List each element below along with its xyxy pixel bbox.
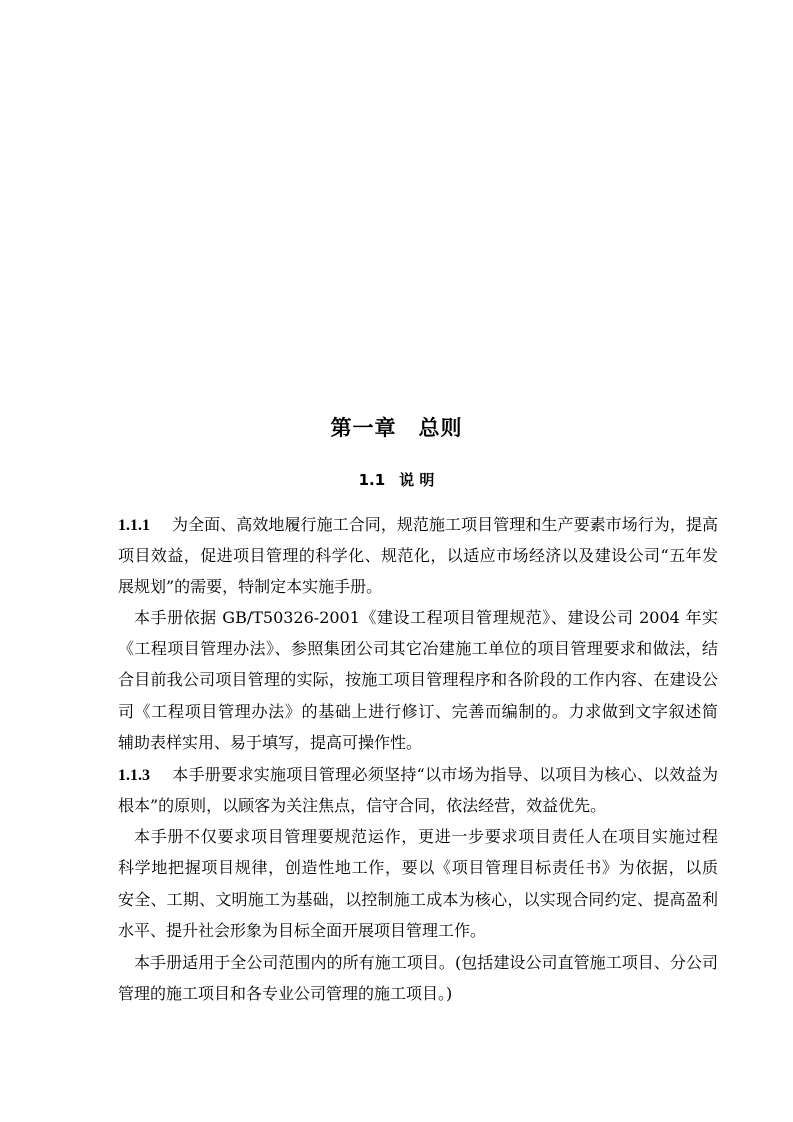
section-title: 说 明 [399, 471, 435, 489]
clause-number: 1.1.3 [118, 767, 150, 784]
paragraph-line: 1.1.1 为全面、高效地履行施工合同，规范施工项目管理和生产要素市场行为，提高 [118, 515, 718, 534]
paragraph-line: 本手册适用于全公司范围内的所有施工项目。(包括建设公司直管施工项目、分公司 [134, 953, 718, 972]
paragraph-line: 根本”的原则，以顾客为关注焦点，信守合同，依法经营，效益优先。 [118, 796, 607, 815]
paragraph-line: 《工程项目管理办法》、参照集团公司其它冶建施工单位的项目管理要求和做法，结 [118, 639, 718, 658]
paragraph-line: 项目效益，促进项目管理的科学化、规范化，以适应市场经济以及建设公司“五年发 [118, 546, 718, 565]
section-heading [0, 469, 793, 490]
paragraph-line: 科学地把握项目规律，创造性地工作，要以《项目管理目标责任书》为依据，以质 [118, 858, 718, 877]
paragraph-line: 水平、提升社会形象为目标全面开展项目管理工作。 [118, 921, 487, 940]
chapter-heading [0, 412, 793, 442]
paragraph-line: 管理的施工项目和各专业公司管理的施工项目。) [118, 984, 453, 1003]
paragraph-line: 合目前我公司项目管理的实际，按施工项目管理程序和各阶段的工作内容、在建设公 [118, 670, 718, 689]
paragraph-line: 本手册不仅要求项目管理要规范运作，更进一步要求项目责任人在项目实施过程 [134, 827, 718, 846]
section-number: 1.1 [358, 471, 386, 489]
clause-number: 1.1.1 [118, 517, 150, 534]
chapter-title: 总则 [418, 416, 463, 440]
paragraph-line: 本手册依据 GB/T50326-2001《建设工程项目管理规范》、建设公司 2004 年实 [134, 608, 718, 627]
chapter-number: 第一章 [330, 416, 397, 440]
paragraph-line: 辅助表样实用、易于填写，提高可操作性。 [118, 733, 423, 752]
paragraph-line: 1.1.3 本手册要求实施项目管理必须坚持“以市场为指导、以项目为核心、以效益为 [118, 765, 718, 784]
paragraph-line: 展规划”的需要，特制定本实施手册。 [118, 577, 383, 596]
paragraph-line: 司《工程项目管理办法》的基础上进行修订、完善而编制的。力求做到文字叙述简 [118, 702, 718, 721]
paragraph-line: 安全、工期、文明施工为基础，以控制施工成本为核心，以实现合同约定、提高盈利 [118, 890, 718, 909]
